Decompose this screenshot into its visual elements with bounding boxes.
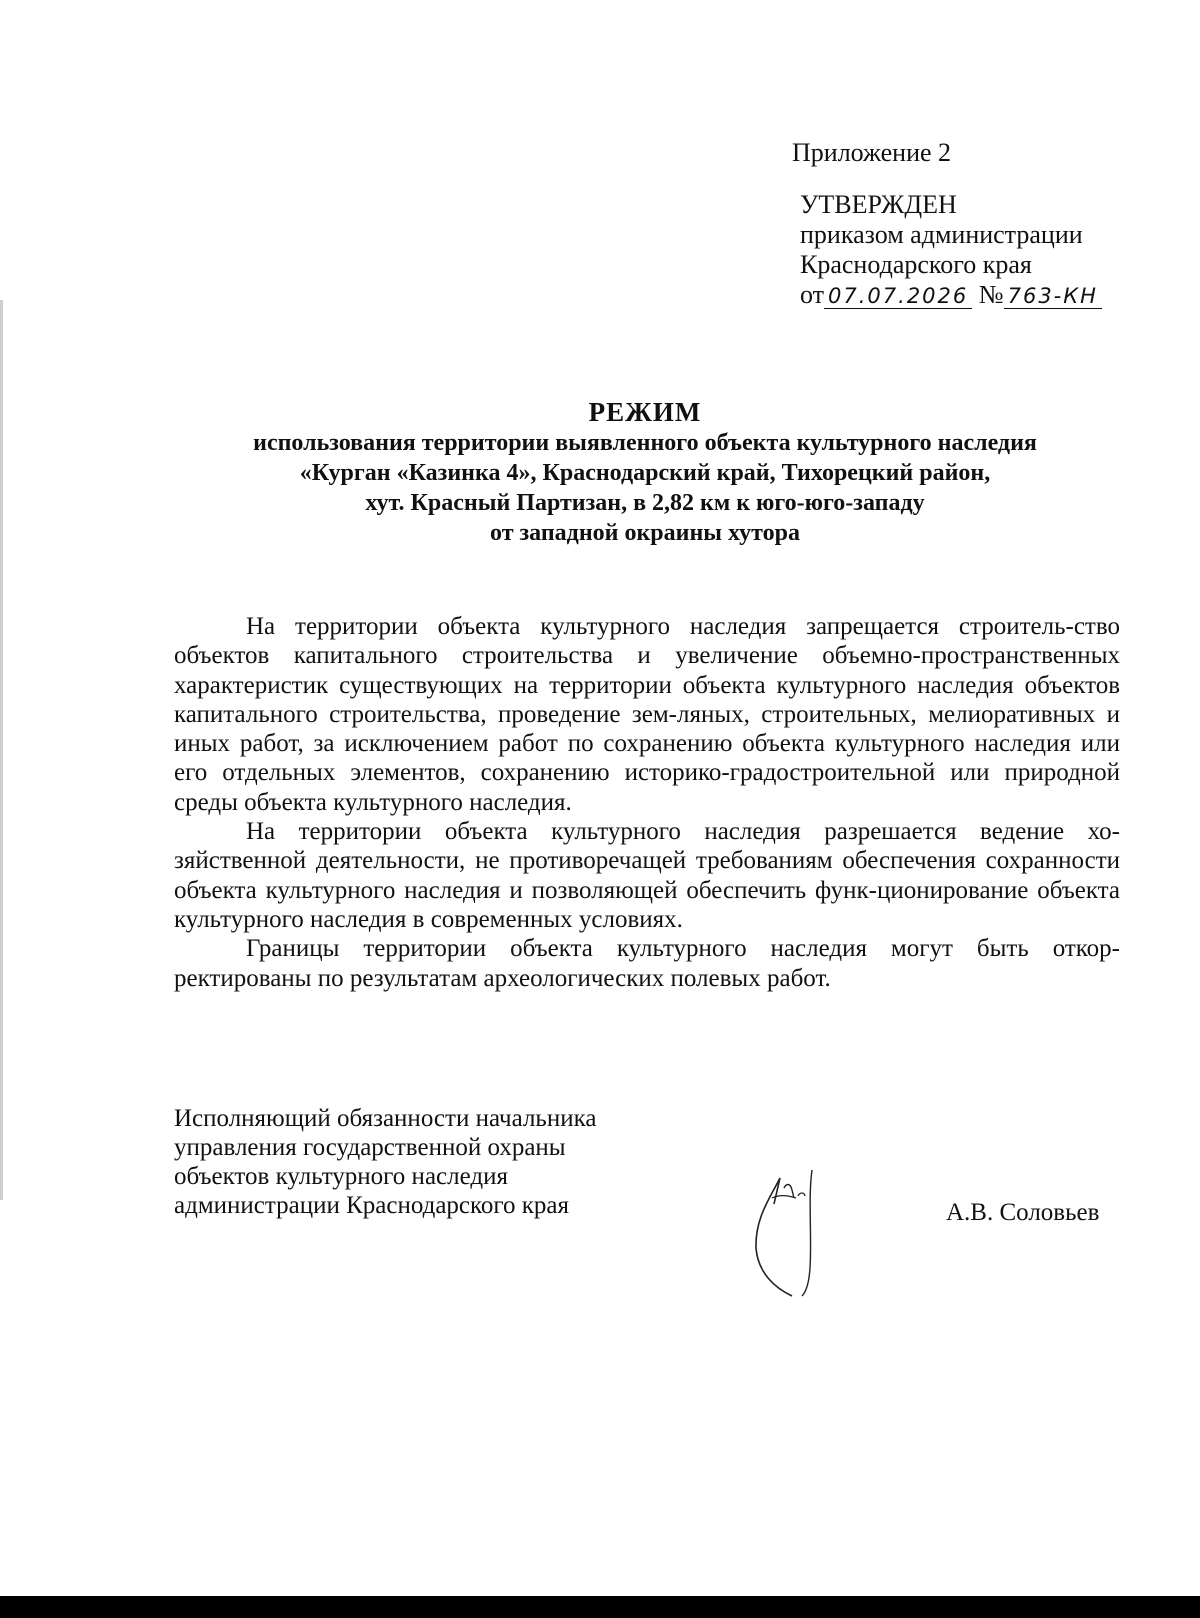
order-number: 763-КН	[1004, 284, 1102, 309]
number-prefix: №	[978, 280, 1004, 309]
document-body	[174, 612, 1120, 993]
scan-edge-bottom	[0, 1596, 1200, 1618]
title-subtitle	[150, 428, 1140, 548]
handwritten-signature	[750, 1168, 850, 1298]
order-label: приказом администрации	[800, 220, 1083, 249]
approved-label: УТВЕРЖДЕН	[800, 190, 957, 219]
title-heading: РЕЖИМ	[588, 397, 702, 427]
signer-position-line: администрации Краснодарского края	[174, 1192, 570, 1219]
signer-name: А.В. Соловьев	[946, 1199, 1100, 1226]
order-date: 07.07.2026	[824, 284, 972, 309]
body-paragraph: На территории объекта культурного наследия разрешается ведение хо-зяйственной деятельности, не противоречащей требованиям обеспечения сохранности объекта культурного наследия и позволяющей обеспечить функ-ционирование объекта культурного наследия в современных условиях.	[174, 818, 1120, 933]
region-label: Краснодарского края	[800, 250, 1032, 279]
document-title	[150, 396, 1140, 548]
body-paragraph: На территории объекта культурного наследия запрещается строитель-ство объектов капитального строительства и увеличение объемно-пространственных характеристик существующих на территории объекта культурного наследия объектов капитального строительства, проведение зем-ляных, строительных, мелиоративных и иных работ, за исключением работ по сохранению объекта культурного наследия или его отдельных элементов, сохранению историко-градостроительной или природной среды объекта культурного наследия.	[174, 613, 1120, 816]
signer-position-line: управления государственной охраны	[174, 1134, 566, 1161]
subtitle-line: использования территории выявленного объекта культурного наследия	[253, 430, 1037, 456]
body-paragraph: Границы территории объекта культурного наследия могут быть откор-ректированы по результатам археологических полевых работ.	[174, 935, 1120, 992]
subtitle-line: хут. Красный Партизан, в 2,82 км к юго-юго-западу	[365, 490, 925, 516]
subtitle-line: «Курган «Казинка 4», Краснодарский край, Тихорецкий район,	[299, 460, 991, 486]
signer-position-line: объектов культурного наследия	[174, 1163, 508, 1190]
signer-position-line: Исполняющий обязанности начальника	[174, 1105, 597, 1132]
approval-block	[792, 138, 1102, 311]
order-date-line	[800, 280, 1102, 311]
signer-position	[174, 1104, 596, 1220]
approval-stamp	[800, 190, 1102, 311]
subtitle-line: от западной окраины хутора	[490, 520, 800, 546]
appendix-label: Приложение 2	[792, 138, 952, 167]
date-prefix: от	[800, 280, 825, 309]
scan-edge-left	[0, 300, 3, 1200]
